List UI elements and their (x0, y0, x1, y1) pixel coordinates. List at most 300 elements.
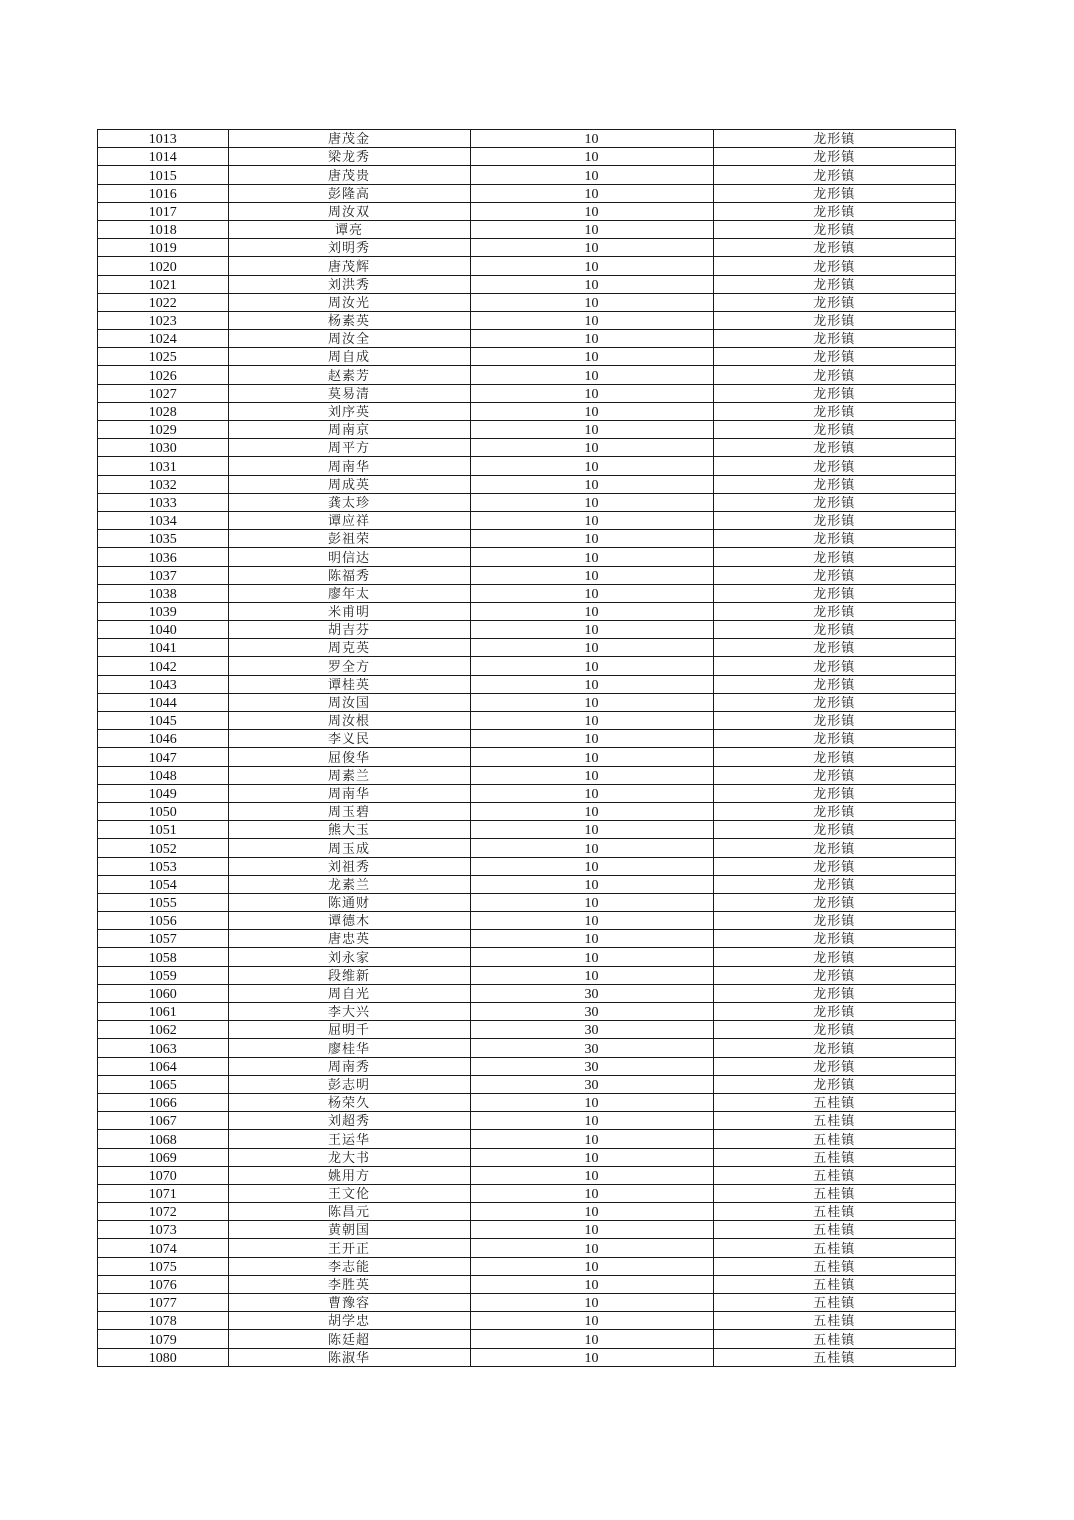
name-cell: 陈福秀 (228, 566, 470, 584)
town-cell: 龙形镇 (713, 784, 955, 802)
table-row (98, 675, 955, 693)
name-cell: 陈淑华 (228, 1348, 470, 1366)
amount-cell: 10 (470, 1093, 713, 1111)
table-row (98, 784, 955, 802)
town-cell: 龙形镇 (713, 893, 955, 911)
table-row (98, 475, 955, 493)
name-cell: 姚用方 (228, 1166, 470, 1184)
name-cell: 龚太珍 (228, 493, 470, 511)
name-cell: 周南华 (228, 784, 470, 802)
serial-cell: 1040 (98, 621, 228, 639)
town-cell: 五桂镇 (713, 1294, 955, 1312)
serial-cell: 1014 (98, 148, 228, 166)
serial-cell: 1028 (98, 402, 228, 420)
serial-cell: 1048 (98, 766, 228, 784)
amount-cell: 10 (470, 220, 713, 238)
name-cell: 彭祖荣 (228, 530, 470, 548)
town-cell: 龙形镇 (713, 548, 955, 566)
name-cell: 王运华 (228, 1130, 470, 1148)
serial-cell: 1052 (98, 839, 228, 857)
name-cell: 周自成 (228, 348, 470, 366)
amount-cell: 10 (470, 384, 713, 402)
amount-cell: 10 (470, 184, 713, 202)
serial-cell: 1068 (98, 1130, 228, 1148)
serial-cell: 1022 (98, 293, 228, 311)
amount-cell: 10 (470, 784, 713, 802)
table-row (98, 966, 955, 984)
amount-cell: 10 (470, 348, 713, 366)
serial-cell: 1066 (98, 1093, 228, 1111)
name-cell: 周汝根 (228, 712, 470, 730)
town-cell: 龙形镇 (713, 384, 955, 402)
town-cell: 龙形镇 (713, 566, 955, 584)
serial-cell: 1060 (98, 984, 228, 1002)
table-row (98, 821, 955, 839)
table-row (98, 1021, 955, 1039)
town-cell: 龙形镇 (713, 257, 955, 275)
serial-cell: 1070 (98, 1166, 228, 1184)
town-cell: 龙形镇 (713, 639, 955, 657)
amount-cell: 10 (470, 239, 713, 257)
name-cell: 唐茂辉 (228, 257, 470, 275)
serial-cell: 1057 (98, 930, 228, 948)
name-cell: 谭桂英 (228, 675, 470, 693)
amount-cell: 10 (470, 402, 713, 420)
town-cell: 五桂镇 (713, 1130, 955, 1148)
amount-cell: 10 (470, 1130, 713, 1148)
amount-cell: 10 (470, 748, 713, 766)
town-cell: 龙形镇 (713, 493, 955, 511)
serial-cell: 1020 (98, 257, 228, 275)
name-cell: 陈通财 (228, 893, 470, 911)
amount-cell: 10 (470, 1221, 713, 1239)
table-row (98, 1294, 955, 1312)
table-row (98, 1221, 955, 1239)
town-cell: 龙形镇 (713, 330, 955, 348)
serial-cell: 1021 (98, 275, 228, 293)
name-cell: 周玉碧 (228, 802, 470, 820)
serial-cell: 1013 (98, 130, 228, 148)
name-cell: 周南华 (228, 457, 470, 475)
name-cell: 米甫明 (228, 602, 470, 620)
town-cell: 五桂镇 (713, 1221, 955, 1239)
town-cell: 龙形镇 (713, 584, 955, 602)
table-row (98, 457, 955, 475)
table-row (98, 166, 955, 184)
town-cell: 龙形镇 (713, 311, 955, 329)
town-cell: 龙形镇 (713, 166, 955, 184)
serial-cell: 1047 (98, 748, 228, 766)
amount-cell: 10 (470, 293, 713, 311)
serial-cell: 1039 (98, 602, 228, 620)
name-cell: 刘序英 (228, 402, 470, 420)
town-cell: 五桂镇 (813, 1350, 856, 1366)
table-row (98, 875, 955, 893)
serial-cell: 1031 (98, 457, 228, 475)
town-cell: 龙形镇 (713, 511, 955, 529)
table-row (98, 602, 955, 620)
town-cell: 龙形镇 (713, 730, 955, 748)
amount-cell: 10 (470, 875, 713, 893)
table-row (98, 311, 955, 329)
town-cell: 龙形镇 (713, 712, 955, 730)
table-row (98, 748, 955, 766)
serial-cell: 1078 (98, 1312, 228, 1330)
amount-cell: 10 (470, 693, 713, 711)
table-row (98, 912, 955, 930)
town-cell: 龙形镇 (713, 1021, 955, 1039)
amount-cell: 30 (470, 1057, 713, 1075)
name-cell: 周克英 (228, 639, 470, 657)
table-row (98, 1003, 955, 1021)
serial-cell: 1024 (98, 330, 228, 348)
table-row (98, 566, 955, 584)
amount-cell: 10 (470, 730, 713, 748)
serial-cell: 1059 (98, 966, 228, 984)
data-sheet (97, 129, 956, 1367)
table-row (98, 584, 955, 602)
name-cell: 陈昌元 (228, 1203, 470, 1221)
town-cell: 龙形镇 (713, 821, 955, 839)
town-cell: 龙形镇 (713, 602, 955, 620)
name-cell: 杨荣久 (228, 1093, 470, 1111)
name-cell: 唐茂金 (228, 130, 470, 148)
name-cell: 段维新 (228, 966, 470, 984)
serial-cell: 1053 (98, 857, 228, 875)
table-row (98, 1039, 955, 1057)
amount-cell: 10 (470, 602, 713, 620)
table-row (98, 1312, 955, 1330)
amount-cell: 10 (470, 275, 713, 293)
name-cell: 梁龙秀 (228, 148, 470, 166)
town-cell: 龙形镇 (713, 675, 955, 693)
amount-cell: 10 (470, 257, 713, 275)
serial-cell: 1033 (98, 493, 228, 511)
name-cell: 周汝双 (228, 202, 470, 220)
town-cell: 龙形镇 (713, 802, 955, 820)
table-row (98, 1239, 955, 1257)
serial-cell: 1043 (98, 675, 228, 693)
table-row (98, 1257, 955, 1275)
amount-cell: 10 (470, 584, 713, 602)
serial-cell: 1030 (98, 439, 228, 457)
town-cell: 龙形镇 (713, 948, 955, 966)
amount-cell: 10 (470, 457, 713, 475)
town-cell: 龙形镇 (713, 421, 955, 439)
amount-cell: 10 (470, 330, 713, 348)
name-cell: 龙素兰 (228, 875, 470, 893)
town-cell: 龙形镇 (713, 766, 955, 784)
amount-cell: 30 (470, 1003, 713, 1021)
town-cell: 龙形镇 (713, 530, 955, 548)
table-row (98, 330, 955, 348)
amount-cell: 10 (470, 493, 713, 511)
serial-cell: 1050 (98, 802, 228, 820)
town-cell: 龙形镇 (713, 621, 955, 639)
amount-cell: 10 (470, 439, 713, 457)
table-row (98, 984, 955, 1002)
amount-cell: 30 (470, 1039, 713, 1057)
table-row (98, 293, 955, 311)
town-cell: 龙形镇 (713, 966, 955, 984)
table-row (98, 639, 955, 657)
table-row (98, 1184, 955, 1202)
table-row (98, 511, 955, 529)
amount-cell: 10 (470, 657, 713, 675)
table-row (98, 712, 955, 730)
amount-cell: 10 (470, 802, 713, 820)
name-cell: 周南秀 (228, 1057, 470, 1075)
name-cell: 胡学忠 (228, 1312, 470, 1330)
town-cell: 龙形镇 (713, 275, 955, 293)
name-cell: 唐茂贵 (228, 166, 470, 184)
amount-cell: 10 (470, 1239, 713, 1257)
amount-cell: 10 (470, 966, 713, 984)
amount-cell: 10 (470, 766, 713, 784)
name-cell: 周南京 (228, 421, 470, 439)
table-row (98, 366, 955, 384)
serial-cell: 1077 (98, 1294, 228, 1312)
serial-cell: 1061 (98, 1003, 228, 1021)
table-row (98, 857, 955, 875)
serial-cell: 1017 (98, 202, 228, 220)
serial-cell: 1037 (98, 566, 228, 584)
town-cell: 龙形镇 (713, 148, 955, 166)
town-cell: 五桂镇 (713, 1093, 955, 1111)
serial-cell: 1015 (98, 166, 228, 184)
amount-cell: 10 (470, 893, 713, 911)
name-cell: 李义民 (228, 730, 470, 748)
town-cell: 龙形镇 (713, 130, 955, 148)
serial-cell: 1051 (98, 821, 228, 839)
name-cell: 刘明秀 (228, 239, 470, 257)
name-cell: 李大兴 (228, 1003, 470, 1021)
town-cell: 龙形镇 (713, 293, 955, 311)
table-row (98, 802, 955, 820)
town-cell: 龙形镇 (713, 875, 955, 893)
amount-cell: 10 (470, 912, 713, 930)
name-cell: 陈廷超 (228, 1330, 470, 1348)
amount-cell: 10 (470, 839, 713, 857)
table-row (98, 657, 955, 675)
name-cell: 周平方 (228, 439, 470, 457)
town-cell: 龙形镇 (713, 1057, 955, 1075)
amount-cell: 10 (470, 421, 713, 439)
name-cell: 杨素英 (228, 311, 470, 329)
town-cell: 龙形镇 (713, 239, 955, 257)
town-cell: 五桂镇 (713, 1166, 955, 1184)
name-cell: 熊大玉 (228, 821, 470, 839)
name-cell: 莫易清 (228, 384, 470, 402)
table-row (98, 930, 955, 948)
town-cell: 龙形镇 (713, 657, 955, 675)
serial-cell: 1069 (98, 1148, 228, 1166)
town-cell: 龙形镇 (713, 475, 955, 493)
amount-cell: 10 (470, 130, 713, 148)
town-cell: 龙形镇 (713, 748, 955, 766)
table-row (98, 839, 955, 857)
serial-cell: 1064 (98, 1057, 228, 1075)
table-row (98, 1166, 955, 1184)
name-cell: 谭应祥 (228, 511, 470, 529)
name-cell: 龙大书 (228, 1148, 470, 1166)
table-row (98, 1203, 955, 1221)
serial-cell: 1036 (98, 548, 228, 566)
name-cell: 周素兰 (228, 766, 470, 784)
town-cell: 龙形镇 (713, 402, 955, 420)
town-cell: 五桂镇 (713, 1275, 955, 1293)
amount-cell: 10 (470, 1330, 713, 1348)
name-cell: 唐忠英 (228, 930, 470, 948)
name-cell: 王文伦 (228, 1184, 470, 1202)
table-body (98, 130, 955, 1366)
amount-cell: 10 (470, 621, 713, 639)
name-cell: 明信达 (228, 548, 470, 566)
name-cell: 黄朝国 (228, 1221, 470, 1239)
name-cell: 刘洪秀 (228, 275, 470, 293)
name-cell: 曹豫容 (228, 1294, 470, 1312)
table-row (98, 1275, 955, 1293)
serial-cell: 1025 (98, 348, 228, 366)
town-cell: 龙形镇 (713, 202, 955, 220)
amount-cell: 10 (470, 948, 713, 966)
amount-cell: 10 (470, 712, 713, 730)
serial-cell: 1023 (98, 311, 228, 329)
amount-cell: 10 (470, 930, 713, 948)
data-table (98, 130, 955, 1366)
town-cell: 龙形镇 (713, 220, 955, 238)
town-cell: 龙形镇 (713, 984, 955, 1002)
table-row (98, 493, 955, 511)
town-cell: 龙形镇 (713, 912, 955, 930)
town-cell: 五桂镇 (713, 1203, 955, 1221)
name-cell: 谭亮 (228, 220, 470, 238)
serial-cell: 1046 (98, 730, 228, 748)
name-cell: 周玉成 (228, 839, 470, 857)
town-cell: 五桂镇 (713, 1312, 955, 1330)
town-cell: 龙形镇 (713, 839, 955, 857)
name-cell: 周自光 (228, 984, 470, 1002)
table-row (98, 1093, 955, 1111)
amount-cell: 30 (470, 984, 713, 1002)
serial-cell: 1032 (98, 475, 228, 493)
table-row (98, 220, 955, 238)
serial-cell: 1026 (98, 366, 228, 384)
table-row (98, 1348, 955, 1366)
table-row (98, 948, 955, 966)
serial-cell: 1072 (98, 1203, 228, 1221)
amount-cell: 10 (470, 166, 713, 184)
name-cell: 罗全方 (228, 657, 470, 675)
amount-cell: 10 (470, 366, 713, 384)
table-row (98, 402, 955, 420)
table-row (98, 530, 955, 548)
amount-cell: 10 (470, 566, 713, 584)
table-row (98, 275, 955, 293)
table-row (98, 439, 955, 457)
table-row (98, 1330, 955, 1348)
table-row (98, 548, 955, 566)
table-row (98, 202, 955, 220)
serial-cell: 1076 (98, 1275, 228, 1293)
serial-cell: 1019 (98, 239, 228, 257)
table-row (98, 693, 955, 711)
table-row (98, 1148, 955, 1166)
town-cell: 龙形镇 (713, 930, 955, 948)
amount-cell: 10 (470, 639, 713, 657)
serial-cell: 1055 (98, 893, 228, 911)
amount-cell: 10 (470, 1275, 713, 1293)
table-row (98, 184, 955, 202)
amount-cell: 10 (470, 530, 713, 548)
table-row (98, 1057, 955, 1075)
table-row (98, 384, 955, 402)
town-cell: 龙形镇 (713, 366, 955, 384)
serial-cell: 1034 (98, 511, 228, 529)
serial-cell: 1071 (98, 1184, 228, 1202)
table-row (98, 893, 955, 911)
serial-cell: 1016 (98, 184, 228, 202)
serial-cell: 1041 (98, 639, 228, 657)
serial-cell: 1054 (98, 875, 228, 893)
amount-cell: 10 (470, 1312, 713, 1330)
town-cell: 龙形镇 (713, 439, 955, 457)
table-row (98, 1130, 955, 1148)
serial-cell: 1042 (98, 657, 228, 675)
serial-cell: 1065 (98, 1075, 228, 1093)
serial-cell: 1073 (98, 1221, 228, 1239)
table-row (98, 257, 955, 275)
amount-cell: 10 (470, 1166, 713, 1184)
name-cell: 刘超秀 (228, 1112, 470, 1130)
table-row (98, 421, 955, 439)
amount-cell: 30 (470, 1021, 713, 1039)
serial-cell: 1062 (98, 1021, 228, 1039)
name-cell: 周成英 (228, 475, 470, 493)
town-cell: 五桂镇 (713, 1184, 955, 1202)
town-cell: 龙形镇 (713, 1003, 955, 1021)
table-row (98, 621, 955, 639)
name-cell: 刘祖秀 (228, 857, 470, 875)
amount-cell: 10 (470, 511, 713, 529)
name-cell: 王开正 (228, 1239, 470, 1257)
serial-cell: 1029 (98, 421, 228, 439)
amount-cell: 10 (470, 821, 713, 839)
town-cell: 五桂镇 (713, 1148, 955, 1166)
town-cell: 龙形镇 (713, 1039, 955, 1057)
serial-cell: 1049 (98, 784, 228, 802)
amount-cell: 10 (470, 1203, 713, 1221)
name-cell: 胡吉芬 (228, 621, 470, 639)
serial-cell: 1067 (98, 1112, 228, 1130)
amount-cell: 10 (470, 1112, 713, 1130)
serial-cell: 1074 (98, 1239, 228, 1257)
amount-cell: 10 (470, 1257, 713, 1275)
table-row (98, 1075, 955, 1093)
name-cell: 李志能 (228, 1257, 470, 1275)
amount-cell: 10 (470, 1184, 713, 1202)
town-cell: 龙形镇 (713, 457, 955, 475)
town-cell: 五桂镇 (713, 1112, 955, 1130)
amount-cell: 10 (470, 1148, 713, 1166)
town-cell: 龙形镇 (713, 857, 955, 875)
amount-cell: 10 (470, 148, 713, 166)
amount-cell: 10 (470, 202, 713, 220)
amount-cell: 10 (470, 1294, 713, 1312)
serial-cell: 1045 (98, 712, 228, 730)
serial-cell: 1027 (98, 384, 228, 402)
name-cell: 赵素芳 (228, 366, 470, 384)
